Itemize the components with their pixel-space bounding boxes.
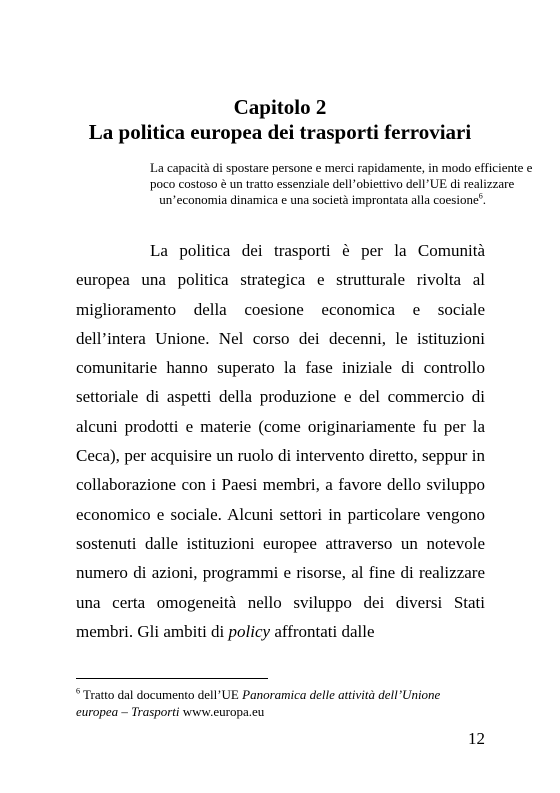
footnote-marker: 6 (76, 686, 80, 696)
epigraph-line-text: un’economia dinamica e una società improntata alla coesione (159, 192, 479, 207)
body-emphasis: policy (228, 621, 271, 641)
footnote-reference: 6 (478, 191, 483, 201)
epigraph-quote (150, 160, 533, 208)
body-text: La politica dei trasporti è per la Comunità europea una politica strategica e strutturale rivolta al miglioramento della coesione economica e sociale dell’intera Unione. Nel corso dei decenni, le istituzioni comunitarie hanno superato la fase iniziale di controllo settoriale di aspetti della produzione e del commercio di alcuni prodotti e materie (come originariamente fu per la Ceca), per acquisire un ruolo di intervento diretto, seppur in collaborazione con i Paesi membri, a favore dello sviluppo economico e sociale. Alcuni settori in particolare vengono sostenuti dalle istituzioni europee attraverso un notevole numero di azioni, programmi e risorse, al fine di realizzare una certa omogeneità nello sviluppo dei diversi Stati membri. Gli ambiti di (76, 241, 485, 641)
chapter-number: Capitolo 2 (233, 95, 327, 119)
page-number: 12 (468, 729, 485, 748)
footnote (76, 686, 485, 720)
footnote-separator (76, 678, 268, 679)
body-paragraph (76, 236, 485, 646)
epigraph-line (150, 192, 486, 208)
epigraph-line: poco costoso è un tratto essenziale dell’obiettivo dell’UE di realizzare (150, 176, 515, 191)
body-text-end: affrontati dalle (274, 621, 375, 641)
footnote-url: www.europa.eu (182, 704, 265, 719)
footnote-text: Tratto dal documento dell’UE (83, 687, 239, 702)
chapter-title: La politica europea dei trasporti ferroviari (88, 120, 472, 144)
epigraph-end: . (482, 192, 486, 207)
footnote-title: Panoramica delle attività dell’Unione europea – Trasporti (76, 687, 441, 719)
epigraph-line: La capacità di spostare persone e merci rapidamente, in modo efficiente e (150, 160, 533, 175)
